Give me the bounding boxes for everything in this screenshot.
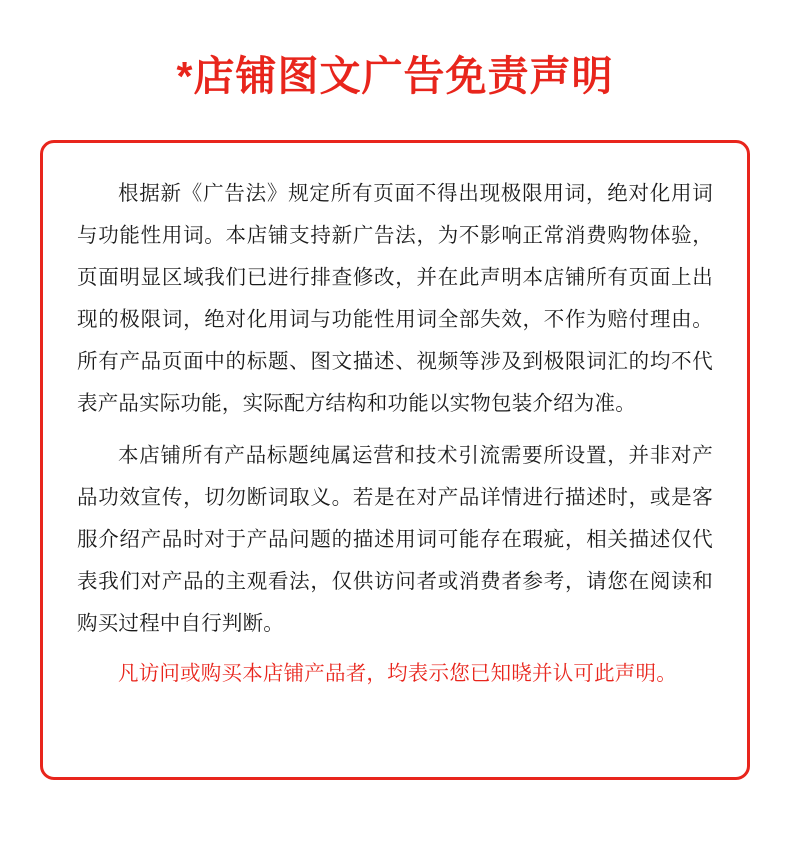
disclaimer-paragraph-2: 本店铺所有产品标题纯属运营和技术引流需要所设置，并非对产品功效宣传，切勿断词取义。若是在对产品详情进行描述时，或是客服介绍产品时对于产品问题的描述用词可能存在瑕疵，相关描述仅代表我们对产品的主观看法，仅供访问者或消费者参考，请您在阅读和购买过程中自行判断。	[77, 444, 713, 635]
disclaimer-highlight-note: 凡访问或购买本店铺产品者，均表示您已知晓并认可此声明。	[118, 662, 677, 685]
disclaimer-paragraph-1: 根据新《广告法》规定所有页面不得出现极限用词，绝对化用词与功能性用词。本店铺支持新广告法，为不影响正常消费购物体验，页面明显区域我们已进行排查修改，并在此声明本店铺所有页面上出现的极限词，绝对化用词与功能性用词全部失效，不作为赔付理由。所有产品页面中的标题、图文描述、视频等涉及到极限词汇的均不代表产品实际功能，实际配方结构和功能以实物包装介绍为准。	[77, 182, 713, 415]
disclaimer-box	[40, 140, 750, 780]
page-title: *店铺图文广告免责声明	[176, 53, 614, 99]
